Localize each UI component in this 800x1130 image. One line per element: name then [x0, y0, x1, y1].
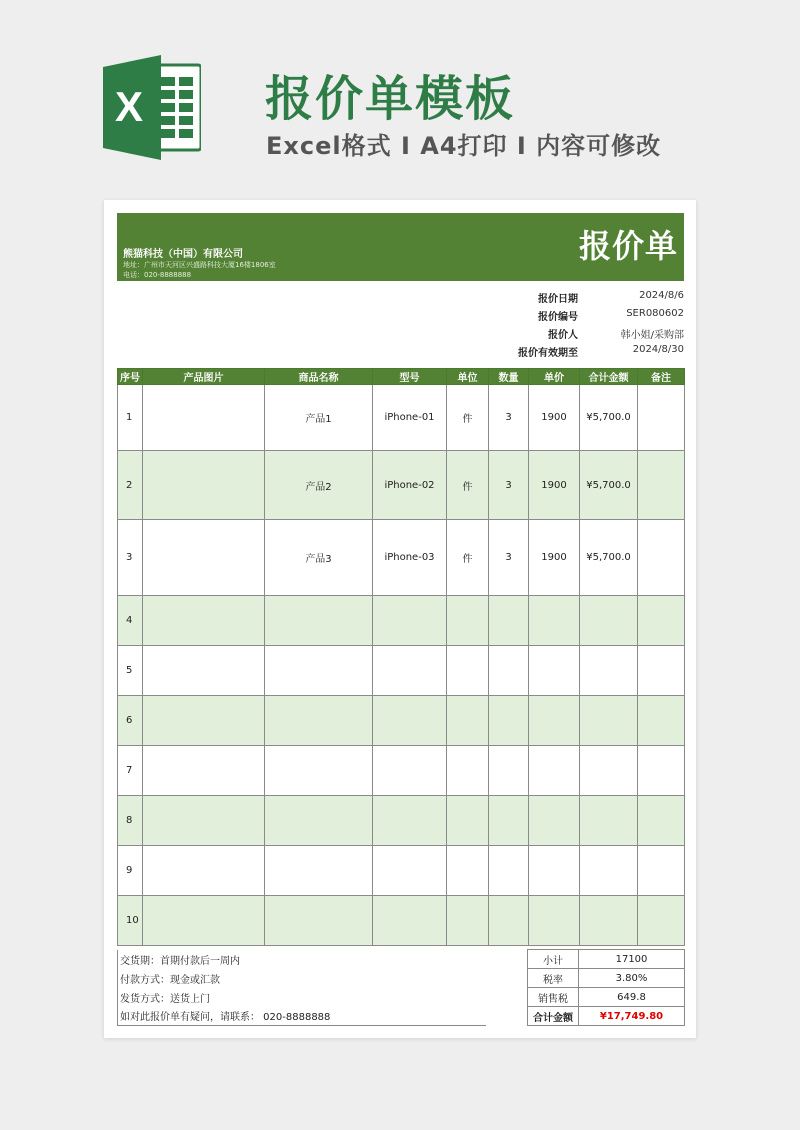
cell-index[interactable]: 4 — [118, 596, 143, 646]
cell-price[interactable] — [529, 596, 580, 646]
cell-total[interactable]: ¥5,700.0 — [580, 451, 638, 520]
cell-total[interactable] — [580, 646, 638, 696]
cell-total[interactable] — [580, 696, 638, 746]
cell-index[interactable]: 7 — [118, 746, 143, 796]
cell-image[interactable] — [143, 746, 265, 796]
cell-image[interactable] — [143, 385, 265, 451]
footer-row — [118, 1007, 685, 1026]
meta-value[interactable]: 韩小姐/采购部 — [620, 330, 684, 341]
col-header-price: 单价 — [529, 369, 580, 385]
cell-unit[interactable]: 件 — [447, 451, 489, 520]
cell-total[interactable] — [580, 846, 638, 896]
cell-qty[interactable] — [489, 596, 529, 646]
cell-model[interactable]: iPhone-03 — [373, 520, 447, 596]
col-header-note: 备注 — [638, 369, 685, 385]
cell-unit[interactable] — [447, 796, 489, 846]
cell-price[interactable] — [529, 696, 580, 746]
cell-total[interactable] — [580, 746, 638, 796]
grand-total-label: 合计金额 — [528, 1007, 579, 1026]
col-header-total: 合计金额 — [580, 369, 638, 385]
tax-rate-label: 税率 — [528, 969, 579, 988]
cell-qty[interactable] — [489, 646, 529, 696]
cell-model[interactable] — [373, 796, 447, 846]
cell-name[interactable]: 产品3 — [265, 520, 373, 596]
table-header-row — [118, 369, 685, 385]
cell-image[interactable] — [143, 796, 265, 846]
cell-qty[interactable]: 3 — [489, 451, 529, 520]
company-address: 地址：广州市天河区兴盛路科技大厦16楼1806室 — [123, 261, 276, 269]
cell-qty[interactable]: 3 — [489, 385, 529, 451]
cell-name[interactable] — [265, 896, 373, 946]
spacer — [486, 950, 528, 969]
spacer — [486, 1007, 528, 1026]
cell-image[interactable] — [143, 520, 265, 596]
cell-price[interactable] — [529, 796, 580, 846]
cell-qty[interactable] — [489, 796, 529, 846]
excel-logo-icon — [103, 55, 201, 160]
cell-name[interactable] — [265, 646, 373, 696]
cell-unit[interactable] — [447, 896, 489, 946]
cell-note[interactable] — [638, 596, 685, 646]
footer-row — [118, 969, 685, 988]
delivery-note[interactable]: 交货期：首期付款后一周内 — [118, 950, 486, 969]
table-row — [118, 796, 685, 846]
cell-model[interactable] — [373, 896, 447, 946]
spacer — [486, 988, 528, 1007]
table-row — [118, 451, 685, 520]
cell-index[interactable]: 3 — [118, 520, 143, 596]
spacer — [486, 969, 528, 988]
items-table — [117, 368, 685, 946]
sales-tax-value[interactable]: 649.8 — [579, 988, 685, 1007]
cell-image[interactable] — [143, 596, 265, 646]
header-bar — [117, 213, 684, 281]
cell-unit[interactable] — [447, 846, 489, 896]
cell-qty[interactable] — [489, 696, 529, 746]
cell-total[interactable]: ¥5,700.0 — [580, 385, 638, 451]
subtotal-value[interactable]: 17100 — [579, 950, 685, 969]
cell-note[interactable] — [638, 520, 685, 596]
shipping-note[interactable]: 发货方式：送货上门 — [118, 988, 486, 1007]
cell-model[interactable] — [373, 746, 447, 796]
company-name: 熊猫科技（中国）有限公司 — [123, 249, 243, 260]
quotation-sheet — [104, 200, 696, 1038]
cell-price[interactable] — [529, 846, 580, 896]
cell-qty[interactable] — [489, 746, 529, 796]
col-header-model: 型号 — [373, 369, 447, 385]
meta-row-person — [117, 324, 684, 342]
cell-name[interactable]: 产品1 — [265, 385, 373, 451]
sales-tax-label: 销售税 — [528, 988, 579, 1007]
cell-image[interactable] — [143, 846, 265, 896]
meta-row-number — [117, 306, 684, 324]
meta-row-valid-until — [117, 342, 684, 360]
cell-note[interactable] — [638, 746, 685, 796]
cell-price[interactable] — [529, 746, 580, 796]
cell-index[interactable]: 8 — [118, 796, 143, 846]
cell-name[interactable]: 产品2 — [265, 451, 373, 520]
cell-model[interactable] — [373, 646, 447, 696]
cell-total[interactable]: ¥5,700.0 — [580, 520, 638, 596]
excel-logo-letter: X — [115, 83, 144, 130]
cell-price[interactable] — [529, 646, 580, 696]
col-header-unit: 单位 — [447, 369, 489, 385]
footer-table — [117, 949, 685, 1026]
document-title: 报价单 — [578, 227, 678, 265]
banner — [0, 0, 800, 190]
cell-image[interactable] — [143, 896, 265, 946]
cell-note[interactable] — [638, 896, 685, 946]
cell-unit[interactable]: 件 — [447, 520, 489, 596]
cell-index[interactable]: 10 — [118, 896, 143, 946]
cell-image[interactable] — [143, 451, 265, 520]
cell-total[interactable] — [580, 796, 638, 846]
meta-label: 报价人 — [548, 330, 578, 341]
col-header-name: 商品名称 — [265, 369, 373, 385]
table-row — [118, 520, 685, 596]
meta-label: 报价编号 — [538, 312, 578, 323]
cell-note[interactable] — [638, 451, 685, 520]
cell-unit[interactable]: 件 — [447, 385, 489, 451]
cell-model[interactable] — [373, 696, 447, 746]
banner-title: 报价单模板 — [265, 71, 516, 127]
meta-value[interactable]: 2024/8/6 — [639, 290, 684, 301]
table-row — [118, 896, 685, 946]
cell-note[interactable] — [638, 385, 685, 451]
cell-unit[interactable] — [447, 596, 489, 646]
cell-note[interactable] — [638, 696, 685, 746]
cell-qty[interactable]: 3 — [489, 520, 529, 596]
contact-note[interactable]: 如对此报价单有疑问，请联系： 020-8888888 — [118, 1007, 486, 1026]
cell-note[interactable] — [638, 646, 685, 696]
subtotal-label: 小计 — [528, 950, 579, 969]
cell-image[interactable] — [143, 646, 265, 696]
col-header-image: 产品图片 — [143, 369, 265, 385]
table-row — [118, 846, 685, 896]
cell-total[interactable] — [580, 896, 638, 946]
cell-unit[interactable] — [447, 696, 489, 746]
table-row — [118, 746, 685, 796]
cell-price[interactable]: 1900 — [529, 385, 580, 451]
footer-row — [118, 950, 685, 969]
cell-index[interactable]: 5 — [118, 646, 143, 696]
cell-index[interactable]: 2 — [118, 451, 143, 520]
meta-value[interactable]: 2024/8/30 — [632, 344, 684, 355]
cell-unit[interactable] — [447, 746, 489, 796]
cell-model[interactable]: iPhone-02 — [373, 451, 447, 520]
cell-qty[interactable] — [489, 896, 529, 946]
cell-note[interactable] — [638, 846, 685, 896]
meta-label: 报价有效期至 — [518, 348, 578, 359]
cell-total[interactable] — [580, 596, 638, 646]
table-row — [118, 385, 685, 451]
col-header-qty: 数量 — [489, 369, 529, 385]
cell-name[interactable] — [265, 796, 373, 846]
cell-image[interactable] — [143, 696, 265, 746]
cell-index[interactable]: 9 — [118, 846, 143, 896]
quote-meta — [117, 288, 684, 360]
footer-row — [118, 988, 685, 1007]
meta-row-date — [117, 288, 684, 306]
cell-model[interactable]: iPhone-01 — [373, 385, 447, 451]
table-row — [118, 646, 685, 696]
banner-subtitle: Excel格式 I A4打印 I 内容可修改 — [266, 132, 662, 160]
cell-price[interactable] — [529, 896, 580, 946]
table-row — [118, 596, 685, 646]
cell-index[interactable]: 1 — [118, 385, 143, 451]
company-phone: 电话：020-8888888 — [123, 271, 192, 279]
cell-qty[interactable] — [489, 846, 529, 896]
tax-rate-value[interactable]: 3.80% — [579, 969, 685, 988]
cell-note[interactable] — [638, 796, 685, 846]
cell-unit[interactable] — [447, 646, 489, 696]
cell-price[interactable]: 1900 — [529, 451, 580, 520]
meta-value[interactable]: SER080602 — [626, 308, 684, 319]
cell-model[interactable] — [373, 596, 447, 646]
cell-name[interactable] — [265, 846, 373, 896]
cell-index[interactable]: 6 — [118, 696, 143, 746]
cell-name[interactable] — [265, 696, 373, 746]
grand-total-value[interactable]: ¥17,749.80 — [579, 1007, 685, 1026]
cell-name[interactable] — [265, 746, 373, 796]
footer-section — [117, 949, 684, 1026]
table-row — [118, 696, 685, 746]
meta-label: 报价日期 — [538, 294, 578, 305]
cell-model[interactable] — [373, 846, 447, 896]
cell-price[interactable]: 1900 — [529, 520, 580, 596]
col-header-index: 序号 — [118, 369, 143, 385]
payment-note[interactable]: 付款方式：现金或汇款 — [118, 969, 486, 988]
cell-name[interactable] — [265, 596, 373, 646]
